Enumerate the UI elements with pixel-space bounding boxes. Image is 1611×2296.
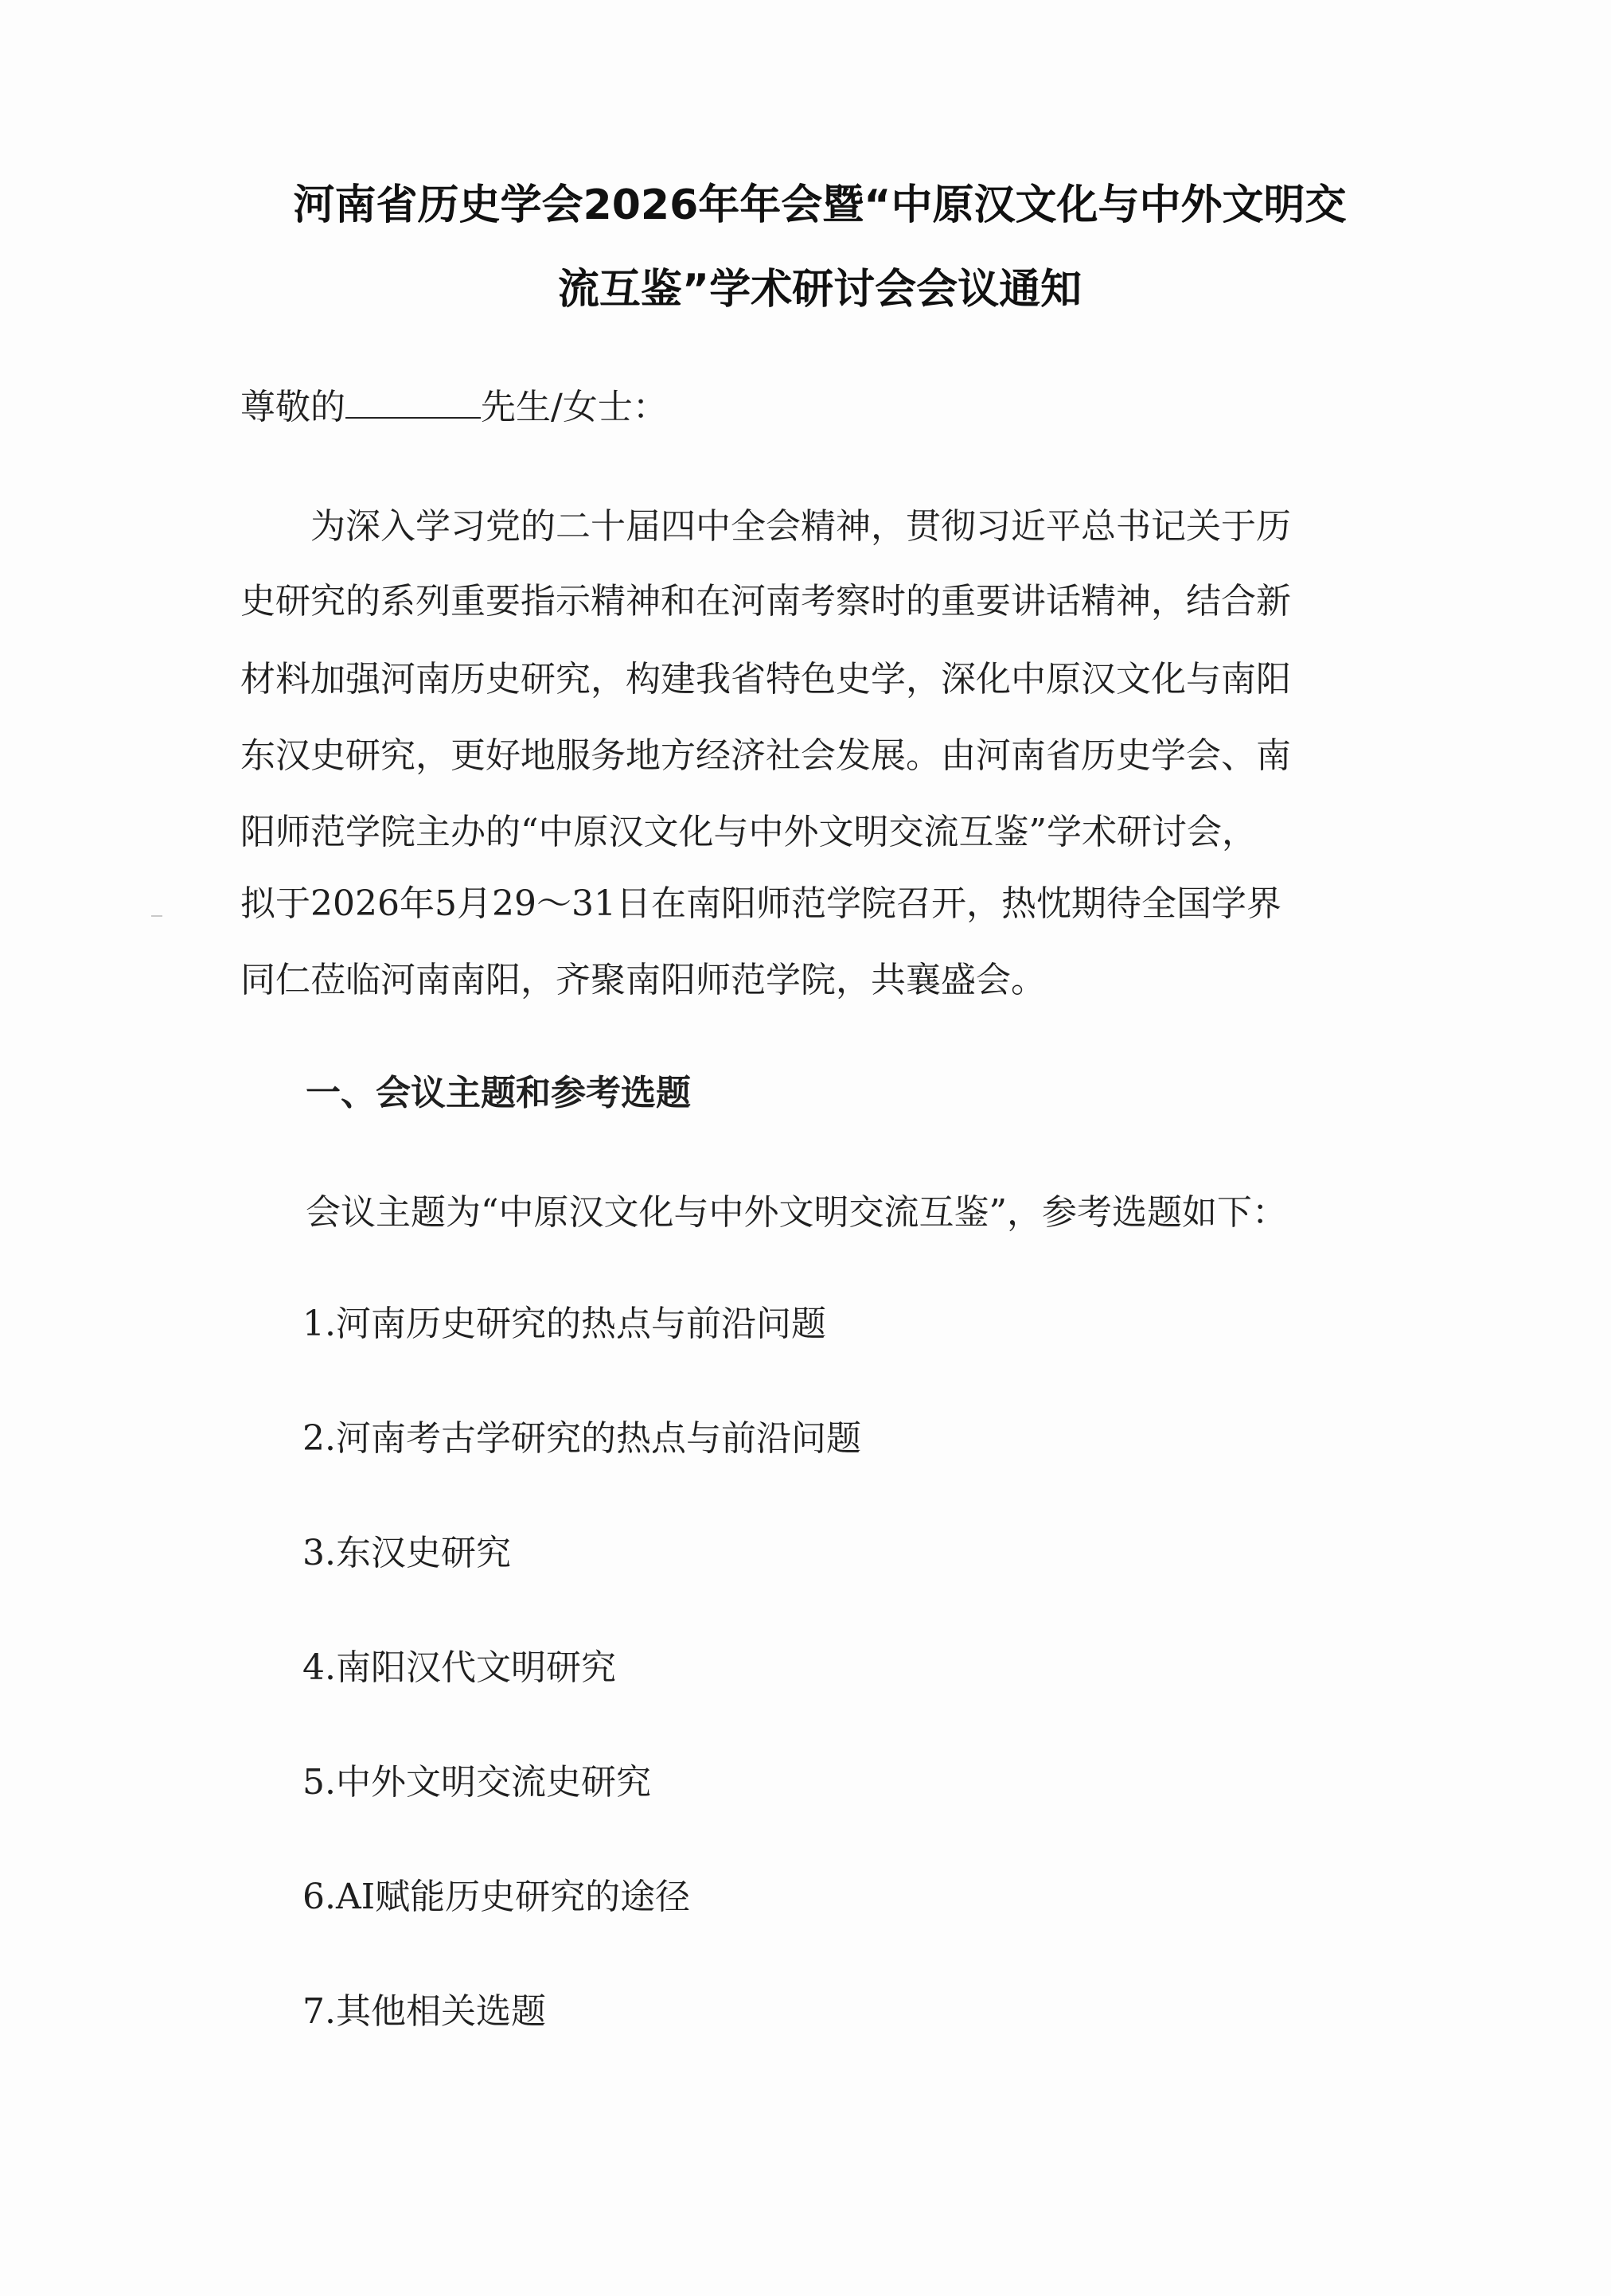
salutation-suffix: 先生/女士： <box>481 387 668 427</box>
section-heading-topics: 一、会议主题和参考选题 <box>306 1073 691 1113</box>
notice-title-line-2: 流互鉴”学术研讨会会议通知 <box>557 266 1082 314</box>
body-paragraph-line: 材料加强河南历史研究，构建我省特色史学，深化中原汉文化与南阳 <box>240 659 1291 700</box>
topic-item: 4.南阳汉代文明研究 <box>302 1647 616 1688</box>
topic-item: 5.中外文明交流史研究 <box>302 1762 651 1803</box>
body-paragraph-line: 拟于2026年5月29～31日在南阳师范学院召开，热忱期待全国学界 <box>240 883 1281 924</box>
salutation-prefix: 尊敬的 <box>240 387 345 427</box>
body-paragraph-line: 史研究的系列重要指示精神和在河南考察时的重要讲话精神，结合新 <box>240 581 1291 622</box>
topic-item: 1.河南历史研究的热点与前沿问题 <box>302 1304 826 1344</box>
body-paragraph-line: 同仁莅临河南南阳，齐聚南阳师范学院，共襄盛会。 <box>240 960 1046 1000</box>
body-paragraph-line: 东汉史研究，更好地服务地方经济社会发展。由河南省历史学会、南 <box>240 735 1291 776</box>
topic-item: 2.河南考古学研究的热点与前沿问题 <box>302 1418 861 1459</box>
notice-title-line-1: 河南省历史学会2026年年会暨“中原汉文化与中外文明交 <box>293 181 1347 229</box>
topic-item: 7.其他相关选题 <box>302 1991 546 2032</box>
name-blank-line <box>345 385 481 419</box>
body-paragraph-line: 阳师范学院主办的“中原汉文化与中外文明交流互鉴”学术研讨会， <box>240 812 1257 852</box>
topic-item: 3.东汉史研究 <box>302 1533 511 1573</box>
body-paragraph-line: 为深入学习党的二十届四中全会精神，贯彻习近平总书记关于历 <box>240 506 1291 547</box>
topic-item: 6.AI赋能历史研究的途径 <box>302 1877 691 1917</box>
scan-margin-mark <box>151 915 162 917</box>
salutation <box>240 385 668 430</box>
section-intro: 会议主题为“中原汉文化与中外文明交流互鉴”，参考选题如下： <box>306 1192 1287 1233</box>
